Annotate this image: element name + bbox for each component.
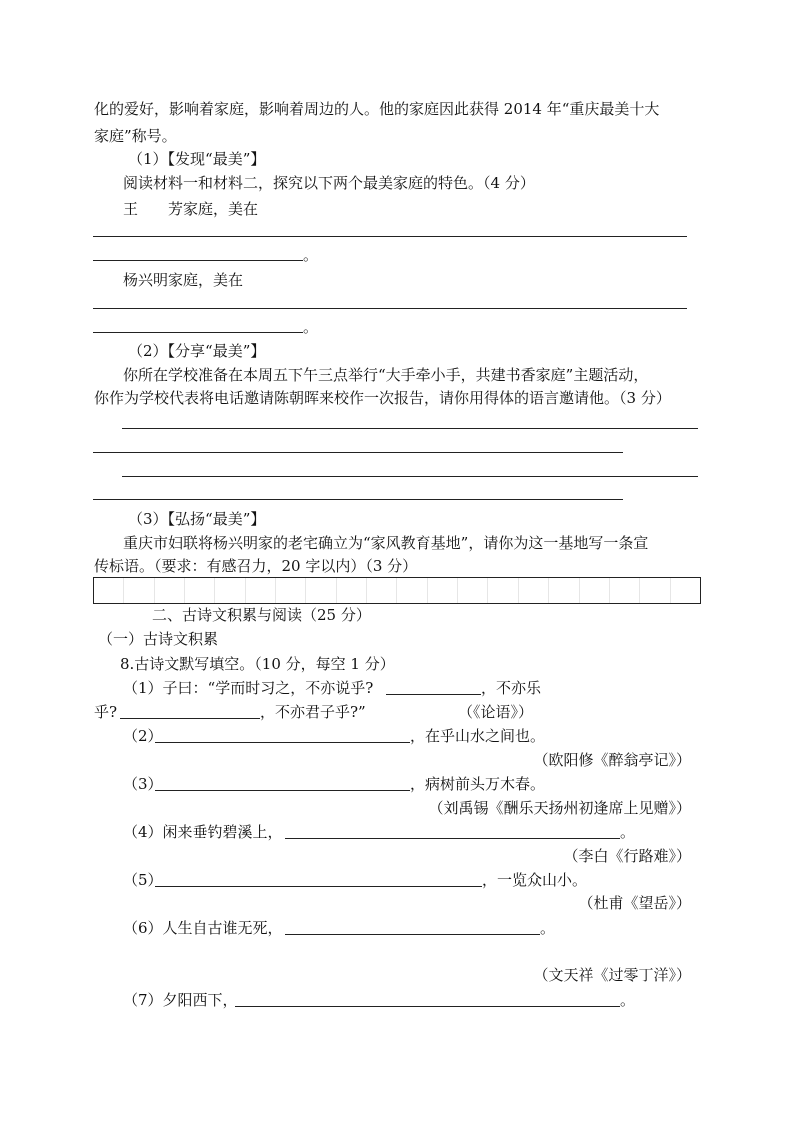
- grid-cell[interactable]: [458, 578, 488, 603]
- grid-cell[interactable]: [671, 578, 700, 603]
- section-2-subheading: （一）古诗文积累: [98, 630, 219, 648]
- intro-line-1: 化的爱好，影响着家庭，影响着周边的人。他的家庭因此获得 2014 年“重庆最美十大: [94, 100, 660, 118]
- grid-cell[interactable]: [519, 578, 549, 603]
- poem-1-prompt: （1）子曰：“学而时习之，不亦说乎?: [123, 679, 374, 697]
- q2-answer-line-2[interactable]: [93, 452, 623, 453]
- q2-heading: （2）【分享“最美”】: [128, 342, 266, 360]
- grid-cell[interactable]: [397, 578, 427, 603]
- period: 。: [303, 246, 319, 264]
- grid-cell[interactable]: [185, 578, 215, 603]
- grid-cell[interactable]: [367, 578, 397, 603]
- grid-cell[interactable]: [580, 578, 610, 603]
- q2-answer-line-4[interactable]: [93, 499, 623, 500]
- grid-cell[interactable]: [215, 578, 245, 603]
- q3-heading: （3）【弘扬“最美”】: [128, 510, 266, 528]
- grid-cell[interactable]: [155, 578, 185, 603]
- poem-1-ending: ，不亦君子乎?”: [260, 703, 366, 721]
- poem-7-blank[interactable]: [235, 1006, 620, 1007]
- poem-6-source: （文天祥《过零丁洋》）: [533, 966, 691, 984]
- q2-line-2: 你作为学校代表将电话邀请陈朝晖来校作一次报告，请你用得体的语言邀请他。（3 分）: [94, 389, 671, 407]
- grid-cell[interactable]: [640, 578, 670, 603]
- family-a-answer-line-2[interactable]: [93, 260, 303, 261]
- poem-2-source: （欧阳修《醉翁亭记》）: [533, 751, 691, 769]
- poem-4-prompt: （4）闲来垂钓碧溪上，: [123, 823, 283, 841]
- grid-cell[interactable]: [276, 578, 306, 603]
- q2-line-1: 你所在学校准备在本周五下午三点举行“大手牵小手，共建书香家庭”主题活动，: [123, 366, 649, 384]
- poem-1-blank-2[interactable]: [120, 718, 260, 719]
- poem-1-blank-1[interactable]: [386, 694, 481, 695]
- poem-3-blank[interactable]: [155, 790, 410, 791]
- slogan-answer-grid[interactable]: [93, 577, 701, 604]
- q1-heading: （1）【发现“最美”】: [128, 150, 266, 168]
- q1-instruction: 阅读材料一和材料二，探究以下两个最美家庭的特色。（4 分）: [123, 174, 535, 192]
- grid-cell[interactable]: [246, 578, 276, 603]
- poem-4-end: 。: [620, 823, 636, 841]
- poem-6-blank[interactable]: [285, 934, 540, 935]
- poem-3-number: （3）: [123, 775, 163, 793]
- grid-cell[interactable]: [549, 578, 579, 603]
- poem-2-blank[interactable]: [155, 742, 410, 743]
- poem-4-source: （李白《行路难》）: [563, 847, 691, 865]
- section-2-heading: 二、古诗文积累与阅读（25 分）: [152, 606, 371, 624]
- grid-cell[interactable]: [488, 578, 518, 603]
- poem-3-source: （刘禹锡《酬乐天扬州初逢席上见赠》）: [428, 799, 691, 817]
- q3-line-1: 重庆市妇联将杨兴明家的老宅确立为“家风教育基地”，请你为这一基地写一条宣: [123, 534, 649, 552]
- poem-5-text: ，一览众山小。: [482, 871, 588, 889]
- poem-7-end: 。: [620, 991, 636, 1009]
- poem-2-text: ，在乎山水之间也。: [410, 727, 546, 745]
- poem-1-source: （《论语》）: [458, 703, 534, 721]
- intro-line-2: 家庭”称号。: [94, 127, 177, 145]
- grid-cell[interactable]: [124, 578, 154, 603]
- grid-cell[interactable]: [94, 578, 124, 603]
- grid-cell[interactable]: [428, 578, 458, 603]
- poem-1-prompt-2: 乎?: [94, 703, 118, 721]
- poem-2-number: （2）: [123, 727, 163, 745]
- poem-4-blank[interactable]: [285, 838, 620, 839]
- q8-instruction: 8.古诗文默写填空。（10 分，每空 1 分）: [120, 655, 395, 673]
- family-a-answer-line-1[interactable]: [93, 236, 687, 237]
- q2-answer-line-3[interactable]: [122, 476, 698, 477]
- poem-5-source: （杜甫《望岳》）: [578, 894, 691, 912]
- poem-1-continuation: ，不亦乐: [481, 679, 542, 697]
- family-b-answer-line-1[interactable]: [93, 308, 687, 309]
- grid-cell[interactable]: [306, 578, 336, 603]
- poem-6-end: 。: [540, 919, 556, 937]
- grid-cell[interactable]: [610, 578, 640, 603]
- q3-line-2: 传标语。（要求：有感召力，20 字以内）（3 分）: [94, 557, 418, 575]
- poem-5-blank[interactable]: [155, 886, 482, 887]
- family-a-label: 王 芳家庭，美在: [123, 200, 259, 218]
- poem-6-prompt: （6）人生自古谁无死，: [123, 919, 283, 937]
- q2-answer-line-1[interactable]: [122, 428, 698, 429]
- poem-7-prompt: （7）夕阳西下，: [123, 991, 238, 1009]
- poem-3-text: ，病树前头万木春。: [410, 775, 546, 793]
- grid-cell[interactable]: [337, 578, 367, 603]
- poem-5-number: （5）: [123, 871, 163, 889]
- family-b-answer-line-2[interactable]: [93, 332, 303, 333]
- family-b-label: 杨兴明家庭，美在: [123, 271, 244, 289]
- period: 。: [303, 318, 319, 336]
